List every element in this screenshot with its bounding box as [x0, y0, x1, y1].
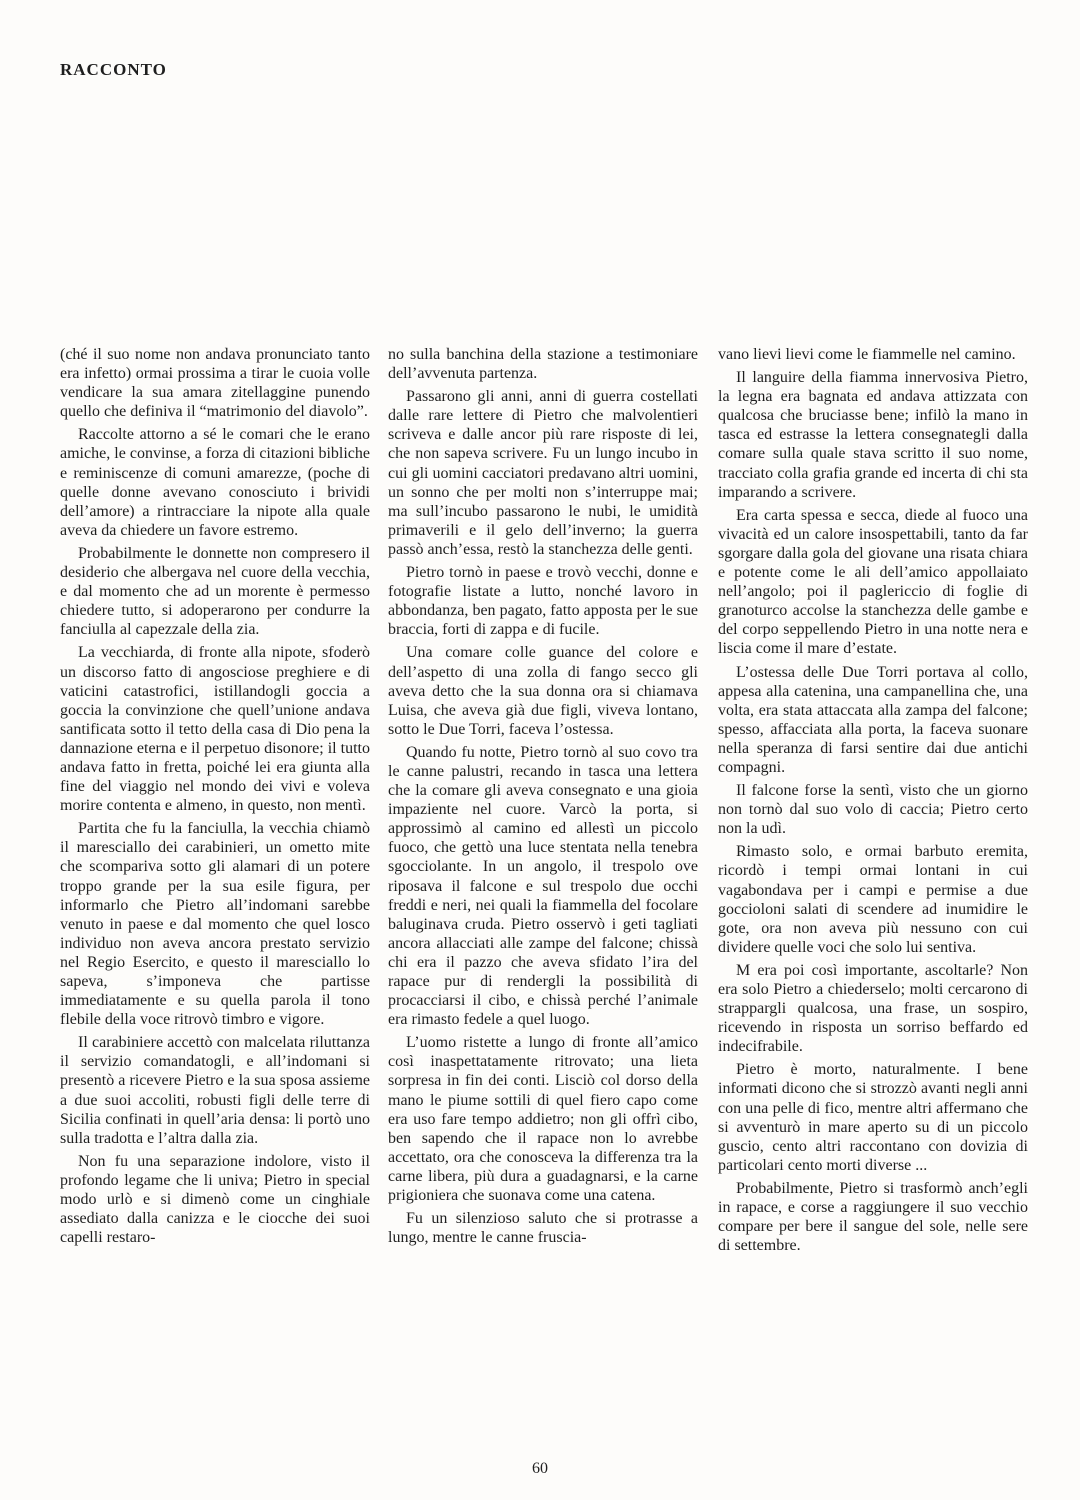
page-number: 60	[532, 1460, 548, 1477]
paragraph: Una comare colle guance del colore e dell’aspetto di una zolla di fango secco gli aveva detto che la sua donna ora si chiamava Luisa, che aveva già due figli, viveva lontano, sotto le Due Torri, faceva l’ostessa.	[388, 644, 698, 738]
text-column-1	[60, 345, 370, 1251]
section-label: RACCONTO	[60, 60, 167, 79]
paragraph: Il falcone forse la sentì, visto che un giorno non tornò dal suo volo di caccia; Pietro certo non la udì.	[718, 782, 1028, 838]
paragraph: (ché il suo nome non andava pronunciato tanto era infetto) ormai prossima a tirar le cuoia volle vendicare la sua amara zitellaggine punendo quello che definiva il “matrimonio del diavolo”.	[60, 346, 370, 421]
paragraph: Pietro tornò in paese e trovò vecchi, donne e fotografie listate a lutto, nonché lavoro in abbondanza, ben pagato, fatto apposta per le sue braccia, forti di zappa e di fucile.	[388, 564, 698, 639]
text-column-2	[388, 345, 698, 1251]
paragraph: Quando fu notte, Pietro tornò al suo covo tra le canne palustri, recando in tasca una lettera che la comare gli aveva consegnato e una gioia impaziente nel cuore. Varcò la porta, si approssimò al camino ed allestì un piccolo fuoco, che gettò una luce stentata nella tenebra sgocciolante. In un angolo, il trespolo ove riposava il falcone e sul trespolo due occhi freddi e neri, nei quali la fiammella del focolare baluginava cruda. Pietro osservò i geti tagliati ancora allacciati alle zampe del falcone; chissà chi era il pazzo che aveva sfidato l’ira del rapace pur di rendergli la possibilità di procacciarsi il cibo, e chissà perché l’animale era rimasto fedele a quel luogo.	[388, 743, 698, 1029]
paragraph: Fu un silenzioso saluto che si protrasse a lungo, mentre le canne fruscia-	[388, 1210, 698, 1247]
paragraph: L’ostessa delle Due Torri portava al collo, appesa alla catenina, una campanellina che, una volta, era stata attaccata alla zampa del falcone; spesso, affacciata alla porta, la faceva suonare nella speranza di farsi sentire dai due antichi compagni.	[718, 663, 1028, 776]
paragraph: Il carabiniere accettò con malcelata riluttanza il servizio comandatogli, e all’indomani si presentò a ricevere Pietro e la sua sposa assieme a due suoi accoliti, robusti figli delle terre di Sicilia confinati in quell’aria densa: li portò uno sulla tradotta e l’altra dalla zia.	[60, 1034, 370, 1147]
paragraph: M era poi così importante, ascoltarle? Non era solo Pietro a chiederselo; molti cercarono di strappargli qualcosa, una frase, un sospiro, ricevendo in risposta un sorriso beffardo ed indecifrabile.	[718, 961, 1028, 1056]
paragraph: L’uomo ristette a lungo di fronte all’amico così inaspettatamente ritrovato; una lieta sorpresa in fin dei conti. Lisciò col dorso della mano le piume sottili di quel fiero capo come era uso fare tempo addietro; non gli offrì cibo, ben sapendo che il rapace non lo avrebbe accettato, ora che conosceva la differenza tra la carne libera, più dura a guadagnarsi, e la carne prigioniera che suonava come una catena.	[388, 1034, 698, 1205]
paragraph: vano lievi lievi come le fiammelle nel camino.	[718, 346, 1016, 363]
paragraph: no sulla banchina della stazione a testimoniare dell’avvenuta partenza.	[388, 346, 698, 383]
paragraph: Partita che fu la fanciulla, la vecchia chiamò il maresciallo dei carabinieri, un ometto mite che scompariva sotto gli alamari di un potere troppo grande per la sua esile figura, per informarlo che Pietro all’indomani sarebbe venuto in paese e dal momento che quel losco individuo non aveva ancora prestato servizio nel Regio Esercito, e questo il maresciallo lo sapeva, s’imponeva che partisse immediatamente e su quella parola il tono flebile della voce ritrovò timbro e vigore.	[60, 820, 370, 1029]
paragraph: Passarono gli anni, anni di guerra costellati dalle rare lettere di Pietro che malvolentieri scriveva e dalle ancor più rare risposte di lei, che non sapeva scrivere. Fu un lungo incubo in cui gli uomini cacciatori predavano altri uomini, un sonno che per molti non s’interruppe mai; ma sull’incubo passarono le nubi, le umidità primaverili e il gelo dell’inverno; la guerra passò anch’essa, restò la stanchezza delle genti.	[388, 388, 698, 558]
paragraph: Probabilmente le donnette non compresero il desiderio che albergava nel cuore della vecchia, e dal momento che ad un morente è permesso chiedere tutto, si adoperarono per condurre la fanciulla al capezzale della zia.	[60, 544, 370, 639]
paragraph: Non fu una separazione indolore, visto il profondo legame che li univa; Pietro in special modo urlò e si dimenò come un cinghiale assediato dalla canizza e le ciocche dei suoi capelli restaro-	[60, 1152, 370, 1247]
paragraph: Probabilmente, Pietro si trasformò anch’egli in rapace, e corse a raggiungere il suo vecchio compare per bere il sangue del sole, nelle sere di settembre.	[718, 1179, 1028, 1255]
paragraph: Il languire della fiamma innervosiva Pietro, la legna era bagnata ed andava attizzata con qualcosa che bruciasse bene; infilò la mano in tasca ed estrasse la lettera consegnategli dalla comare sulla quale stava scritto il suo nome, tracciato colla grafia grande ed incerta di chi sta imparando a scrivere.	[718, 369, 1028, 501]
paragraph: Raccolte attorno a sé le comari che le erano amiche, le convinse, a forza di citazioni bibliche e reminiscenze di comuni amarezze, (poche di quelle donne avevano conosciuto i brividi dell’amore) a rintracciare la nipote alla quale aveva da chiedere un favore estremo.	[60, 426, 370, 539]
paragraph: Pietro è morto, naturalmente. I bene informati dicono che si strozzò avanti negli anni con una pelle di fico, mentre altri affermano che si avventurò in mare aperto su di un piccolo guscio, cento altri raccontano con dovizia di particolari cento morti diverse ...	[718, 1061, 1028, 1174]
paragraph: La vecchiarda, di fronte alla nipote, sfoderò un discorso fatto di angosciose preghiere e di vaticini catastrofici, istillandogli goccia a goccia la convinzione che quell’unione andava santificata sotto il tetto della casa di Dio pena la dannazione eterna e il perpetuo disonore; il tutto andava fatto in fretta, poiché lei era giunta alla fine del viaggio nel mondo dei vivi e voleva morire contenta e almeno, in questo, non mentì.	[60, 644, 370, 815]
paragraph: Rimasto solo, e ormai barbuto eremita, ricordò i tempi ormai lontani in cui vagabondava per i campi e permise a due goccioloni salati di scendere ad inumidire le gote, ora non aveva più nessuno con cui dividere quelle voci che solo lui sentiva.	[718, 843, 1028, 956]
text-column-3	[718, 345, 1028, 1259]
paragraph: Era carta spessa e secca, diede al fuoco una vivacità ed un calore insospettabili, tanto da far sgorgare dalla gola del giovane una risata chiara e potente come le ali dell’amico appollaiato nell’angolo; poi il paglericcio di foglie di granoturco accolse la stanchezza delle gambe e del corpo seppellendo Pietro in una notte nera e liscia come il mare d’estate.	[718, 506, 1028, 658]
